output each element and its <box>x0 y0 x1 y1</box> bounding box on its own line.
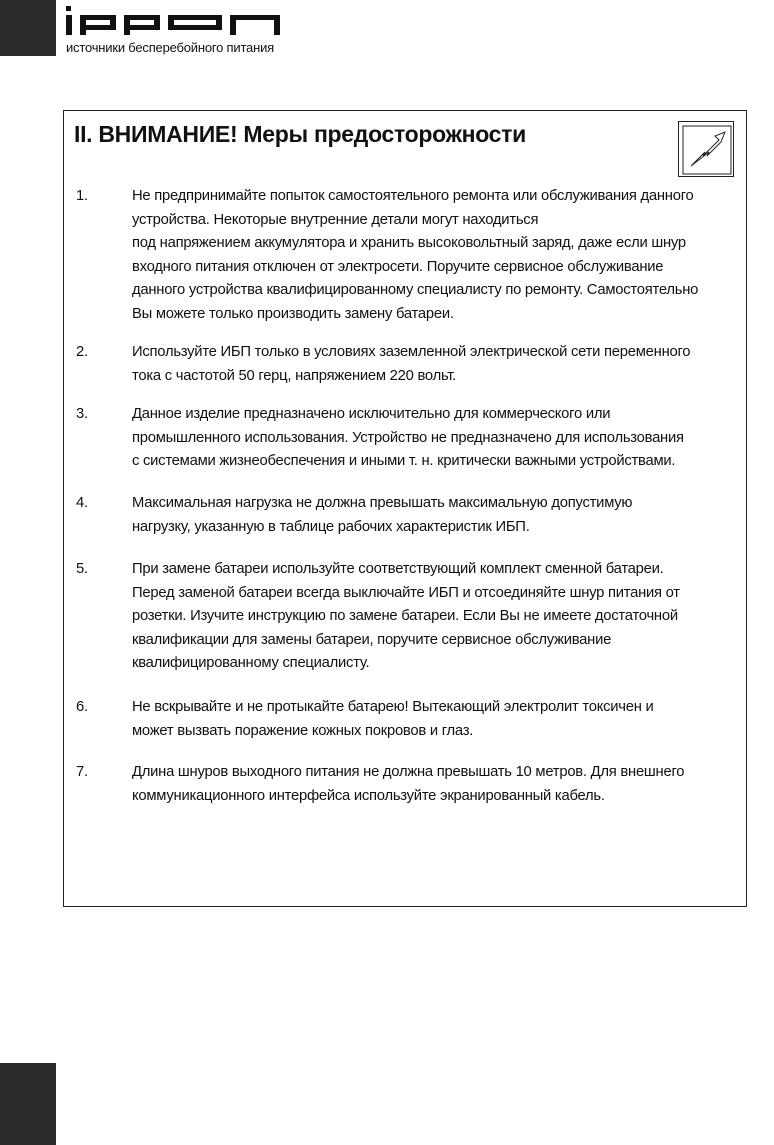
item-line: с системами жизнеобеспечения и иными т. н. критически важными устройствами. <box>132 453 676 469</box>
item-line: Максимальная нагрузка не должна превышать максимальную допустимую <box>132 495 633 511</box>
item-line: Длина шнуров выходного питания не должна превышать 10 метров. Для внешнего <box>132 764 685 780</box>
item-line: квалифицированному специалисту. <box>132 655 370 671</box>
item-line: данного устройства квалифицированному специалисту по ремонту. Самостоятельно <box>132 282 699 298</box>
item-line: Не вскрывайте и не протыкайте батарею! Вытекающий электролит токсичен и <box>132 699 654 715</box>
item-line: тока с частотой 50 герц, напряжением 220 вольт. <box>132 367 457 384</box>
item-number: 4. <box>76 495 88 511</box>
item-number: 6. <box>76 699 88 715</box>
item-line: может вызвать поражение кожных покровов и глаз. <box>132 722 474 739</box>
section-title: II. ВНИМАНИЕ! Меры предосторожности <box>74 121 526 147</box>
item-line: Вы можете только производить замену батареи. <box>132 305 454 322</box>
item-number: 5. <box>76 561 88 577</box>
item-line: Данное изделие предназначено исключительно для коммерческого или <box>132 406 611 422</box>
item-line: розетки. Изучите инструкцию по замене батареи. Если Вы не имеете достаточной <box>132 608 678 624</box>
item-line: Перед заменой батареи всегда выключайте ИБП и отсоединяйте шнур питания от <box>132 584 680 601</box>
item-line: При замене батареи используйте соответствующий комплект сменной батареи. <box>132 561 664 577</box>
item-number: 1. <box>76 188 88 204</box>
item-line: квалификации для замены батареи, поручите сервисное обслуживание <box>132 631 612 648</box>
item-line: промышленного использования. Устройство не предназначено для использования <box>132 429 684 446</box>
lightning-warning-icon <box>678 121 734 177</box>
corner-block-top <box>0 0 56 56</box>
item-line: под напряжением аккумулятора и хранить высоковольтный заряд, даже если шнур <box>132 235 686 251</box>
item-line: коммуникационного интерфейса используйте экранированный кабель. <box>132 787 605 804</box>
item-number: 2. <box>76 344 88 360</box>
corner-block-bottom <box>0 1063 56 1145</box>
precautions-frame <box>63 110 747 907</box>
item-line: Используйте ИБП только в условиях заземленной электрической сети переменного <box>132 344 691 360</box>
item-number: 3. <box>76 406 88 422</box>
tagline: источники бесперебойного питания <box>66 40 274 55</box>
item-line: устройства. Некоторые внутренние детали могут находиться <box>132 211 539 228</box>
ippon-logo <box>66 6 282 36</box>
item-line: Не предпринимайте попыток самостоятельного ремонта или обслуживания данного <box>132 188 694 204</box>
item-number: 7. <box>76 764 88 780</box>
item-line: входного питания отключен от электросети. Поручите сервисное обслуживание <box>132 258 664 275</box>
item-line: нагрузку, указанную в таблице рабочих характеристик ИБП. <box>132 518 530 535</box>
